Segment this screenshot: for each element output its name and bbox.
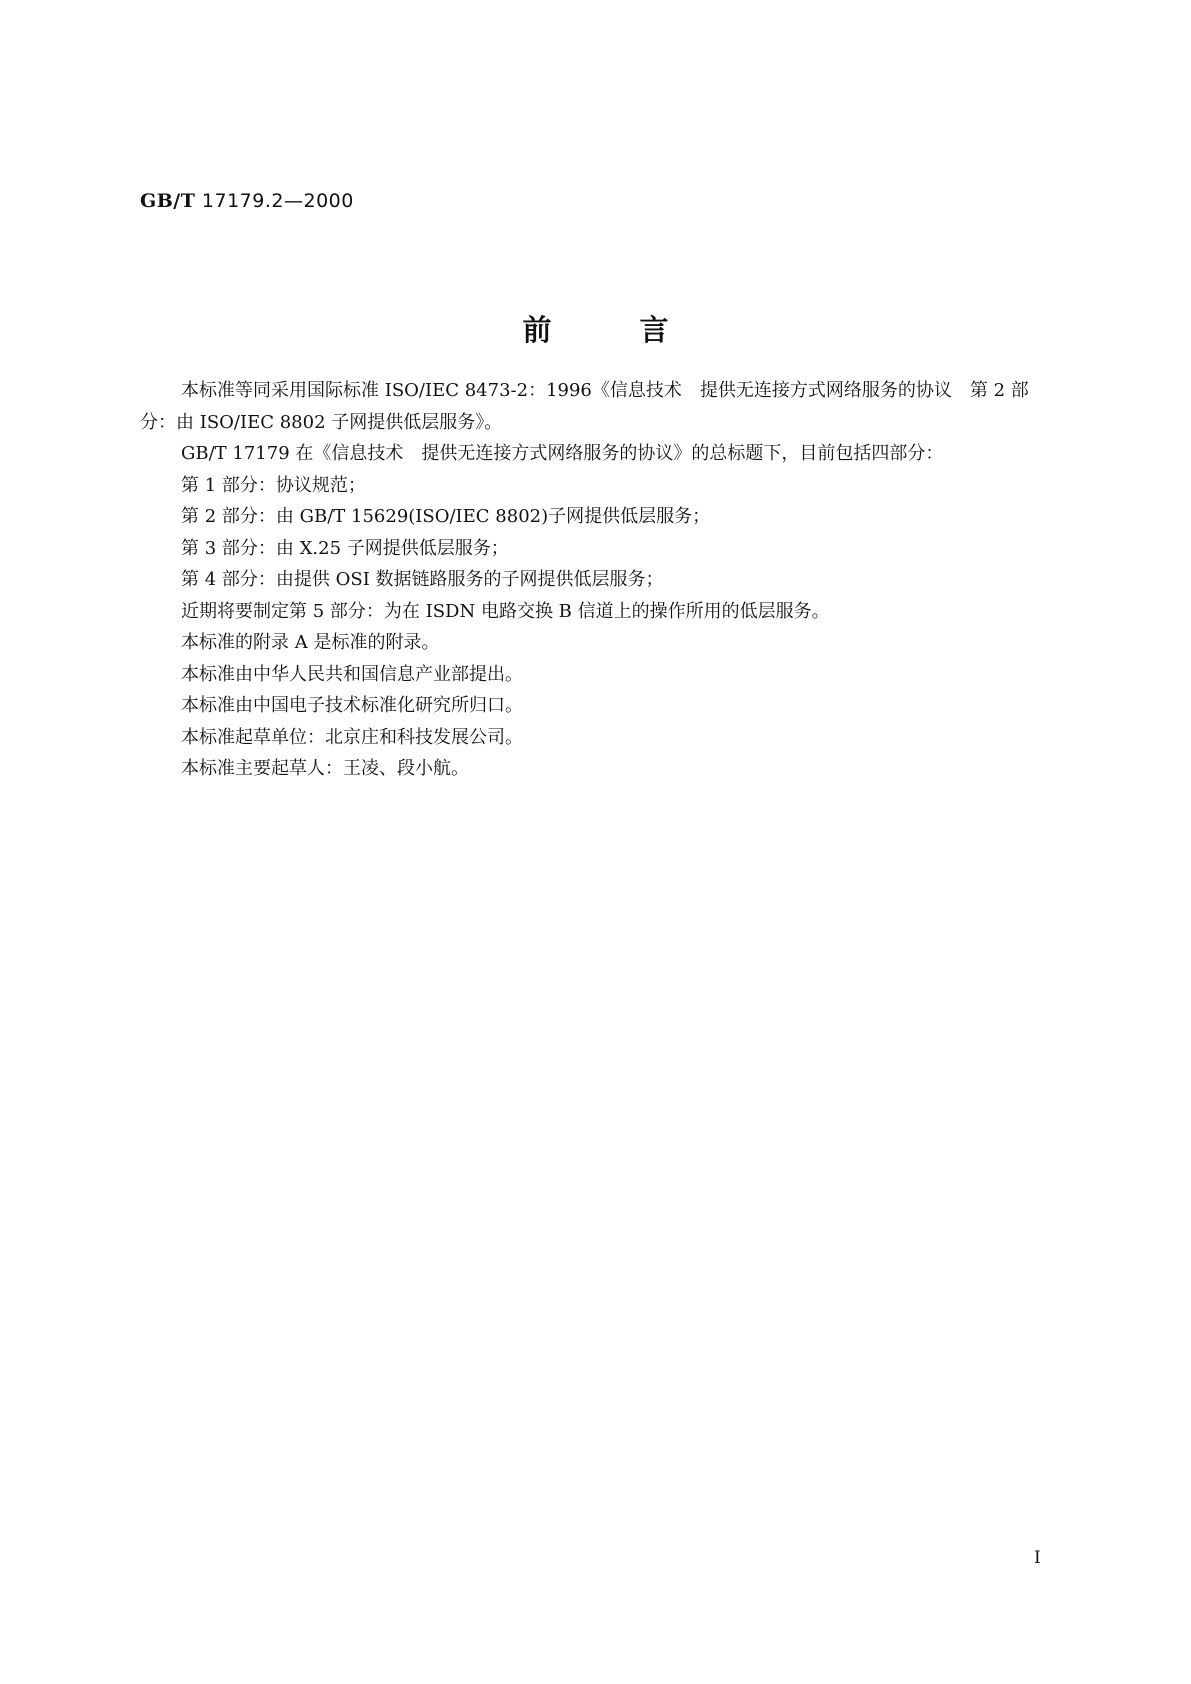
- standard-code-number: 17179.2—2000: [201, 190, 354, 212]
- page-number: I: [1034, 1548, 1041, 1568]
- foreword-paragraph: 第 2 部分：由 GB/T 15629(ISO/IEC 8802)子网提供低层服务；: [181, 506, 711, 527]
- foreword-paragraph: 本标准主要起草人：王凌、段小航。: [181, 758, 469, 779]
- foreword-paragraph: 第 4 部分：由提供 OSI 数据链路服务的子网提供低层服务；: [181, 569, 664, 590]
- foreword-paragraph: 第 1 部分：协议规范；: [181, 474, 366, 496]
- foreword-paragraph: 本标准起草单位：北京庄和科技发展公司。: [181, 726, 523, 748]
- foreword-paragraph: GB/T 17179 在《信息技术 提供无连接方式网络服务的协议》的总标题下，目前包括四部分：: [181, 443, 944, 464]
- foreword-paragraph: 第 3 部分：由 X.25 子网提供低层服务；: [181, 537, 509, 559]
- foreword-paragraph: 本标准的附录 A 是标准的附录。: [181, 632, 440, 653]
- standard-code-prefix: GB/T: [140, 190, 196, 212]
- foreword-paragraph: 本标准由中华人民共和国信息产业部提出。: [181, 663, 523, 685]
- foreword-paragraph: 本标准等同采用国际标准 ISO/IEC 8473-2：1996《信息技术 提供无连接方式网络服务的协议 第 2 部分：由 ISO/IEC 8802 子网提供低层服务》。: [140, 380, 1029, 433]
- foreword-paragraph: 本标准由中国电子技术标准化研究所归口。: [181, 695, 523, 716]
- standard-code: [140, 190, 354, 212]
- foreword-body: [140, 375, 1045, 785]
- section-title: 前言: [522, 313, 757, 347]
- foreword-paragraph: 近期将要制定第 5 部分：为在 ISDN 电路交换 B 信道上的操作所用的低层服务。: [181, 600, 830, 622]
